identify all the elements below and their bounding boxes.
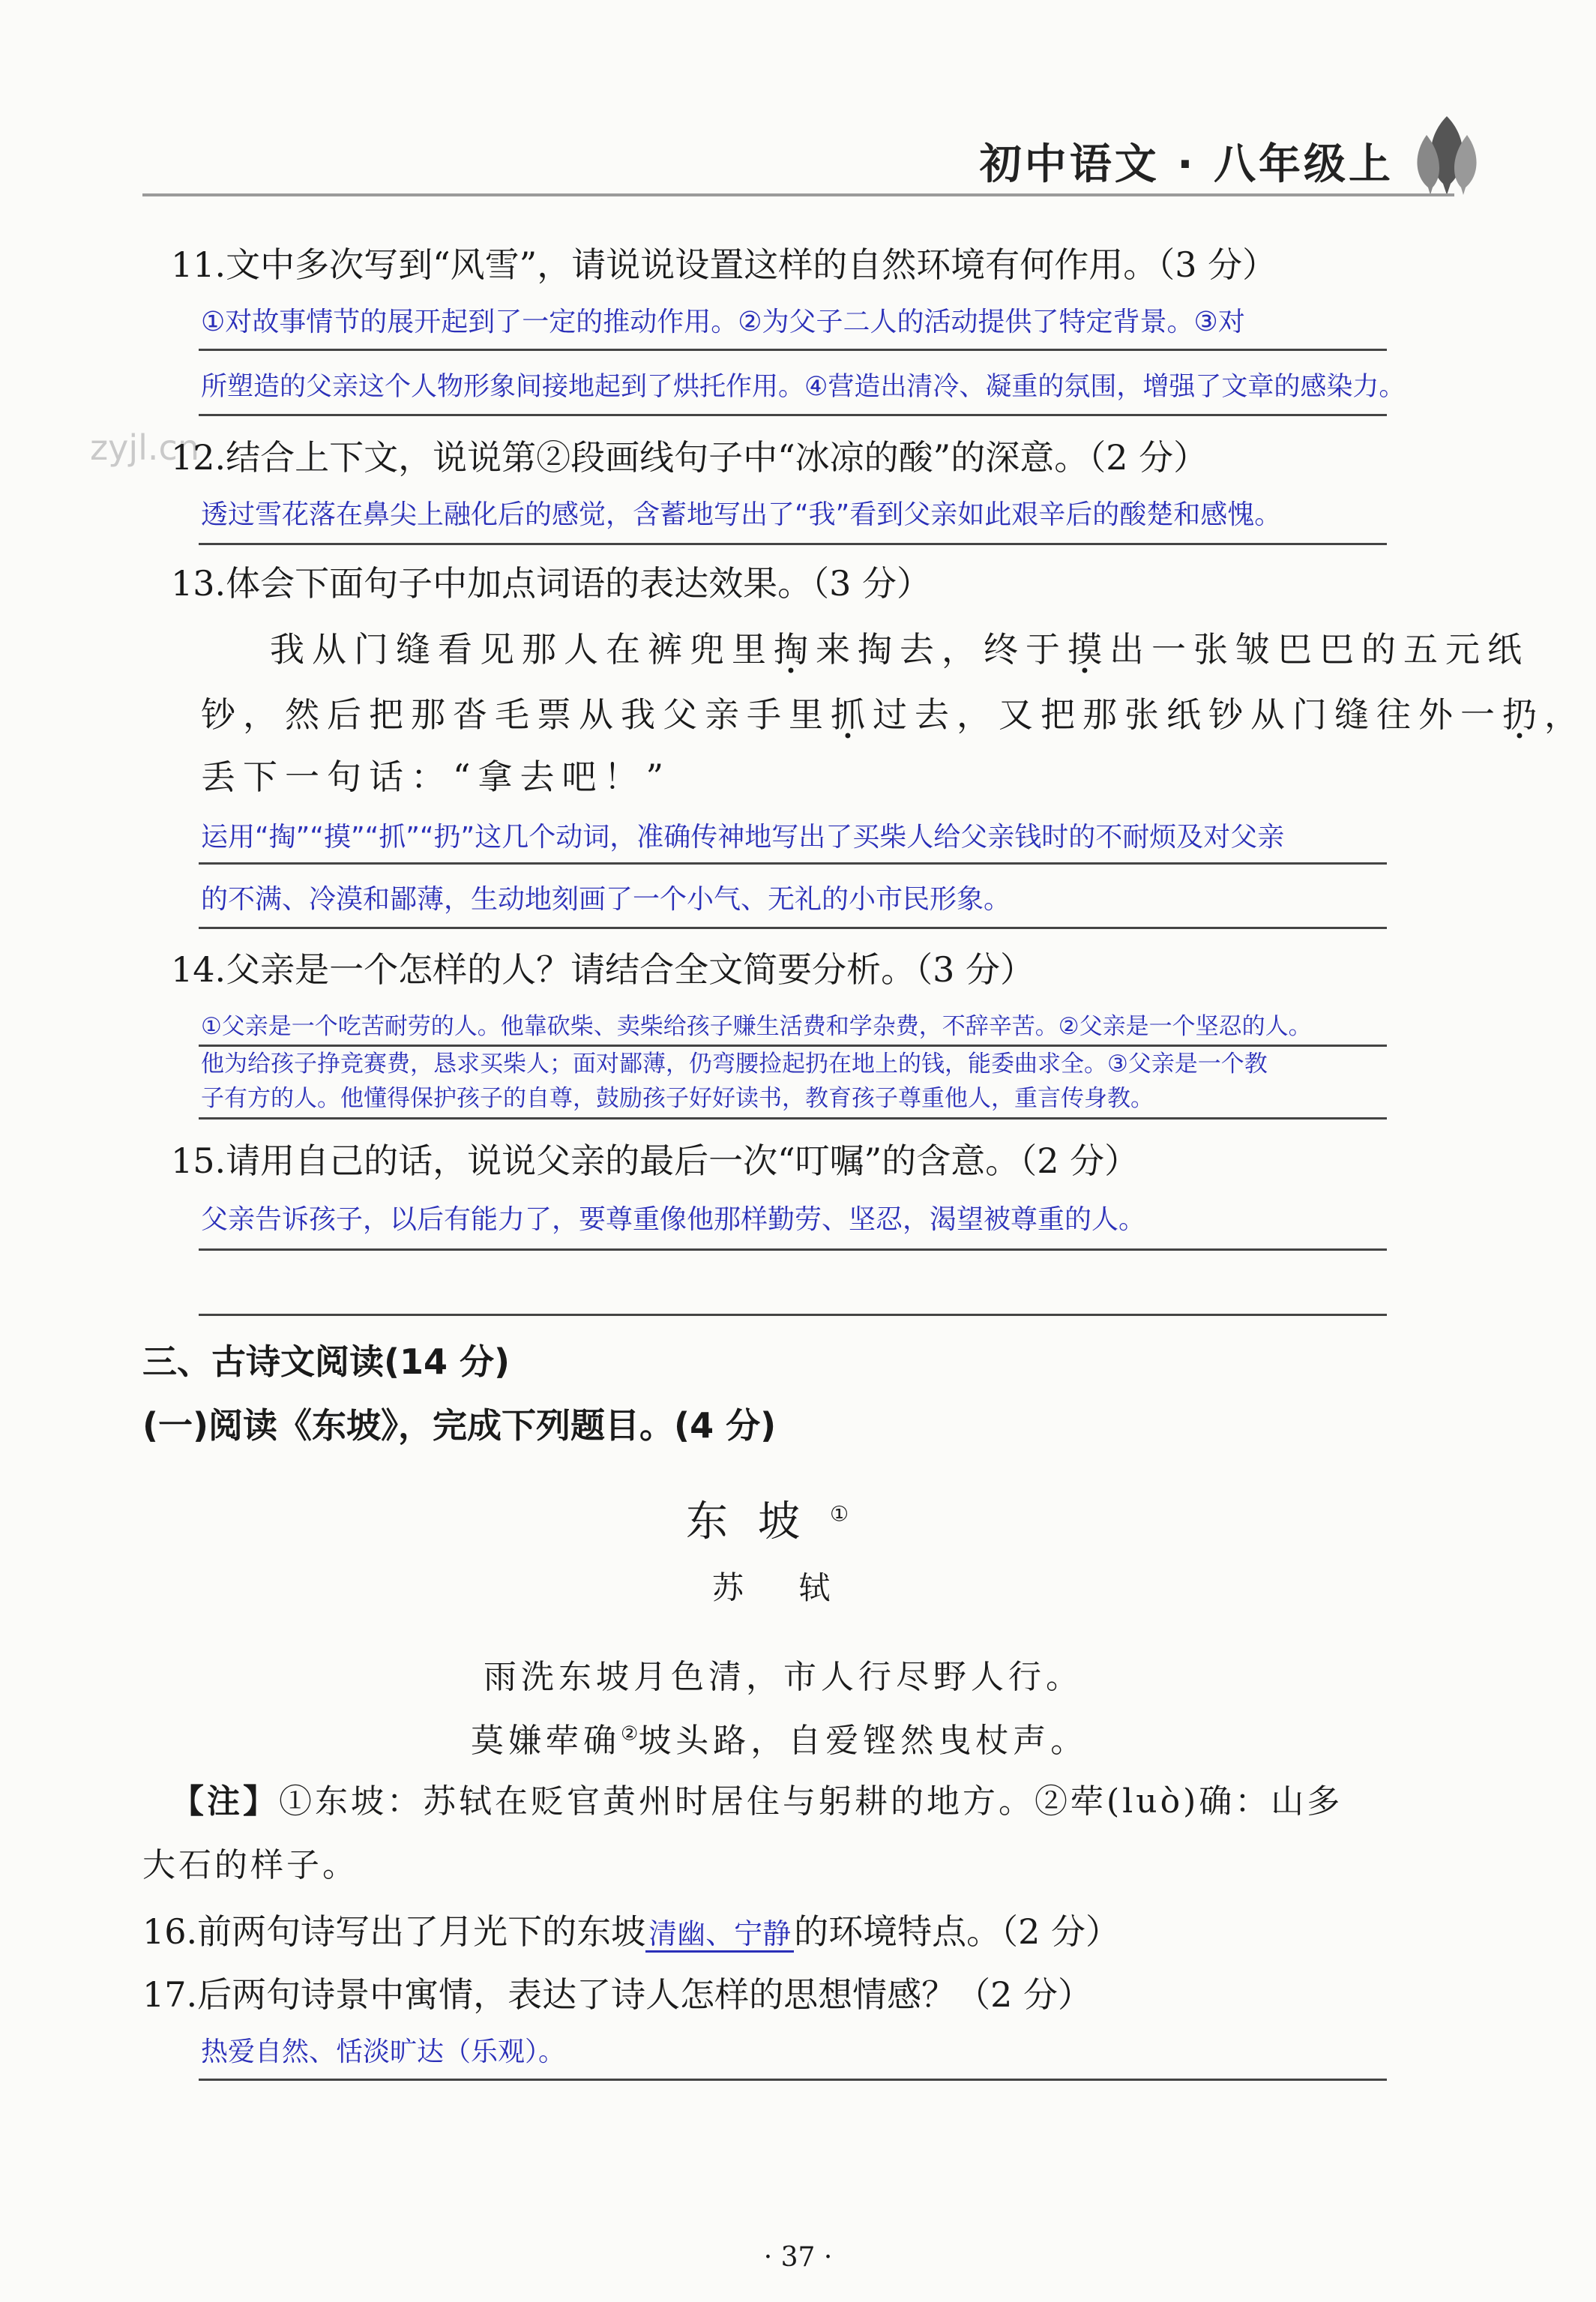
poem-note-line2: 大石的样子。: [142, 1846, 358, 1884]
question-13: 13.体会下面句子中加点词语的表达效果。（3 分）: [171, 563, 932, 604]
answer-11-line1: ①对故事情节的展开起到了一定的推动作用。②为父子二人的活动提供了特定背景。③对: [201, 307, 1245, 337]
poem-line-2: 莫嫌荦确②坡头路，自爱铿然曳杖声。: [471, 1722, 1088, 1760]
answer-rule: [199, 1117, 1387, 1120]
passage-line-2: 钞，然后把那沓毛票从我父亲手里抓过去，又把那张纸钞从门缝往外一扔，: [201, 694, 1586, 735]
section-3-subtitle: (一)阅读《东坡》，完成下列题目。(4 分): [142, 1405, 777, 1446]
answer-rule: [199, 927, 1387, 929]
poem-note-line1: 【注】①东坡：苏轼在贬官黄州时居住与躬耕的地方。②荦(luò)确：山多: [171, 1782, 1343, 1821]
question-12: 12.结合上下文，说说第②段画线句子中“冰凉的酸”的深意。（2 分）: [171, 437, 1208, 478]
question-16: 16.前两句诗写出了月光下的东坡 清幽、宁静的环境特点。（2 分）: [142, 1911, 1121, 1952]
answer-12: 透过雪花落在鼻尖上融化后的感觉，含蓄地写出了“我”看到父亲如此艰辛后的酸楚和感愧。: [201, 499, 1282, 530]
answer-11-line2: 所塑造的父亲这个人物形象间接地起到了烘托作用。④营造出清冷、凝重的氛围，增强了文章的感染力。: [201, 372, 1406, 402]
answer-14-line2: 他为给孩子挣竞赛费，恳求买柴人；面对鄙薄，仍弯腰捡起扔在地上的钱，能委曲求全。③父亲是一个教: [201, 1051, 1268, 1078]
page-number: · 37 ·: [763, 2242, 833, 2273]
page-header-title: 初中语文 · 八年级上: [979, 140, 1394, 189]
answer-rule: [199, 1314, 1387, 1316]
header-rule: [142, 193, 1454, 196]
passage-line-1: 我从门缝看见那人在裤兜里掏来掏去，终于摸出一张皱巴巴的五元纸: [270, 629, 1529, 670]
answer-14-line3: 子有方的人。他懂得保护孩子的自尊，鼓励孩子好好读书，教育孩子尊重他人，重言传身教。: [201, 1085, 1154, 1112]
question-15: 15.请用自己的话，说说父亲的最后一次“叮嘱”的含意。（2 分）: [171, 1141, 1139, 1181]
section-3-title: 三、古诗文阅读(14 分): [142, 1341, 511, 1382]
answer-15: 父亲告诉孩子，以后有能力了，要尊重像他那样勤劳、坚忍，渴望被尊重的人。: [201, 1204, 1146, 1235]
answer-14-line1: ①父亲是一个吃苦耐劳的人。他靠砍柴、卖柴给孩子赚生活费和学杂费，不辞辛苦。②父亲是一个坚忍的人。: [201, 1013, 1312, 1040]
question-14: 14.父亲是一个怎样的人？请结合全文简要分析。（3 分）: [171, 949, 1035, 990]
answer-16: 清幽、宁静: [645, 1917, 794, 1953]
answer-rule: [199, 349, 1387, 351]
poem-author: 苏 轼: [712, 1569, 853, 1606]
answer-rule: [199, 2079, 1387, 2081]
answer-13-line2: 的不满、冷漠和鄙薄，生动地刻画了一个小气、无礼的小市民形象。: [201, 884, 1011, 915]
watermark: zyjl.cn: [90, 427, 199, 468]
question-17: 17.后两句诗景中寓情，表达了诗人怎样的思想情感？（2 分）: [142, 1974, 1093, 2015]
answer-rule: [199, 414, 1387, 416]
passage-line-3: 丢下一句话：“拿去吧！”: [201, 757, 672, 797]
answer-rule: [199, 543, 1387, 545]
answer-13-line1: 运用“掏”“摸”“抓”“扔”这几个动词，准确传神地写出了买柴人给父亲钱时的不耐烦及对父亲: [201, 822, 1285, 853]
poem-line-1: 雨洗东坡月色清，市人行尽野人行。: [484, 1658, 1083, 1696]
poem-title: 东坡①: [686, 1497, 849, 1546]
tree-logo-icon: [1406, 112, 1488, 199]
answer-rule: [199, 862, 1387, 865]
answer-rule: [199, 1248, 1387, 1251]
answer-rule: [199, 1045, 1387, 1047]
question-11: 11.文中多次写到“风雪”，请说说设置这样的自然环境有何作用。（3 分）: [171, 244, 1277, 285]
answer-17: 热爱自然、恬淡旷达（乐观）。: [201, 2037, 566, 2067]
